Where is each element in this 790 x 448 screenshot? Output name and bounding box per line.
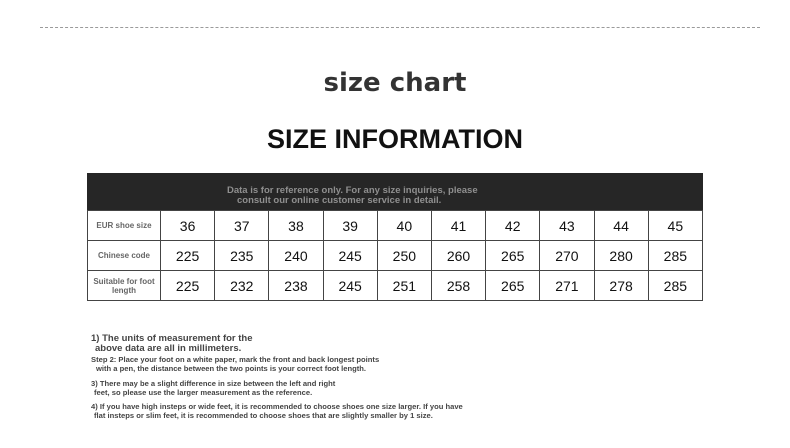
size-value-cell: 45 — [648, 211, 702, 241]
size-value-cell: 270 — [540, 241, 594, 271]
note-2-line-1: Step 2: Place your foot on a white paper, mark the front and back longest points — [91, 355, 380, 364]
size-value-cell: 260 — [431, 241, 485, 271]
size-table-row — [88, 271, 703, 301]
size-table-row — [88, 241, 703, 271]
size-value-cell: 258 — [431, 271, 485, 301]
size-table — [87, 210, 703, 301]
size-value-cell: 232 — [215, 271, 269, 301]
size-value-cell: 245 — [323, 241, 377, 271]
row-label: EUR shoe size — [88, 211, 161, 241]
reference-banner — [87, 173, 703, 210]
size-value-cell: 271 — [540, 271, 594, 301]
size-value-cell: 251 — [377, 271, 431, 301]
note-1-line-1: 1) The units of measurement for the — [91, 333, 253, 344]
banner-line-2: consult our online customer service in detail. — [237, 195, 442, 206]
size-value-cell: 285 — [648, 271, 702, 301]
size-value-cell: 225 — [161, 241, 215, 271]
size-value-cell: 235 — [215, 241, 269, 271]
size-chart-title: size chart — [323, 68, 467, 98]
banner-line-1: Data is for reference only. For any size inquiries, please — [227, 185, 478, 196]
size-value-cell: 37 — [215, 211, 269, 241]
size-value-cell: 245 — [323, 271, 377, 301]
note-1-line-2: above data are all in millimeters. — [95, 343, 242, 354]
note-3-line-2: feet, so please use the larger measurement as the reference. — [94, 388, 313, 397]
size-value-cell: 265 — [486, 271, 540, 301]
size-value-cell: 44 — [594, 211, 648, 241]
size-value-cell: 280 — [594, 241, 648, 271]
size-value-cell: 285 — [648, 241, 702, 271]
size-value-cell: 43 — [540, 211, 594, 241]
size-value-cell: 41 — [431, 211, 485, 241]
row-label: Chinese code — [88, 241, 161, 271]
note-2-line-2: with a pen, the distance between the two points is your correct foot length. — [96, 364, 367, 373]
size-value-cell: 278 — [594, 271, 648, 301]
size-information-heading: SIZE INFORMATION — [267, 124, 523, 154]
size-value-cell: 39 — [323, 211, 377, 241]
size-value-cell: 225 — [161, 271, 215, 301]
size-value-cell: 240 — [269, 241, 323, 271]
size-value-cell: 250 — [377, 241, 431, 271]
size-value-cell: 238 — [269, 271, 323, 301]
row-label: Suitable for foot length — [88, 271, 161, 301]
size-table-row — [88, 211, 703, 241]
note-3-line-1: 3) There may be a slight difference in size between the left and right — [91, 379, 336, 388]
size-value-cell: 265 — [486, 241, 540, 271]
size-value-cell: 38 — [269, 211, 323, 241]
size-value-cell: 40 — [377, 211, 431, 241]
size-value-cell: 42 — [486, 211, 540, 241]
size-value-cell: 36 — [161, 211, 215, 241]
top-dashed-divider — [40, 27, 760, 28]
note-4-line-1: 4) If you have high insteps or wide feet, it is recommended to choose shoes one size larger. If you have — [91, 402, 463, 411]
note-4-line-2: flat insteps or slim feet, it is recommended to choose shoes that are slightly smaller by 1 size. — [94, 411, 433, 420]
